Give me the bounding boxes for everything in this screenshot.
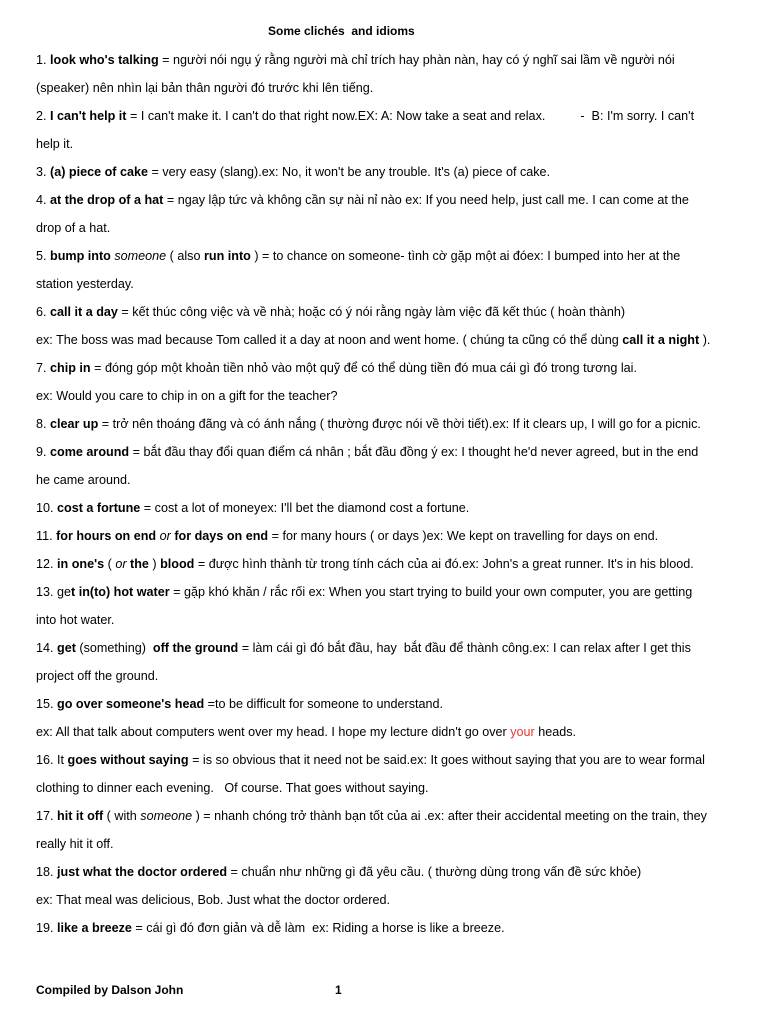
text-run: someone bbox=[140, 809, 193, 823]
idiom-term: the bbox=[130, 557, 149, 571]
text-run: 6. bbox=[36, 305, 51, 319]
idiom-term: go over someone's head bbox=[57, 697, 205, 711]
text-run: project off the ground. bbox=[36, 669, 159, 683]
text-run: 8. bbox=[36, 417, 51, 431]
text-line bbox=[36, 690, 736, 718]
text-run: 9. bbox=[36, 445, 51, 459]
idiom-term: get bbox=[57, 641, 76, 655]
text-line bbox=[36, 746, 736, 774]
text-line bbox=[36, 914, 736, 942]
text-run: (speaker) nên nhìn lại bản thân người đó trước khi lên tiếng. bbox=[36, 81, 374, 95]
idiom-term: (a) piece of cake bbox=[50, 165, 149, 179]
text-line bbox=[36, 634, 736, 662]
text-run: clothing to dinner each evening. Of course. That goes without saying. bbox=[36, 781, 429, 795]
text-line bbox=[36, 102, 736, 130]
text-line bbox=[36, 550, 736, 578]
text-run: 2. bbox=[36, 109, 51, 123]
text-run: = bắt đầu thay đổi quan điểm cá nhân ; bắt đầu đồng ý ex: I thought he'd never agreed, but in the end bbox=[129, 445, 699, 459]
text-run: 16. It bbox=[36, 753, 68, 767]
text-line bbox=[36, 214, 736, 242]
text-line bbox=[36, 774, 736, 802]
text-line bbox=[36, 718, 736, 746]
idiom-term: run into bbox=[203, 249, 251, 263]
idiom-term: call it a night bbox=[622, 333, 700, 347]
text-run: he came around. bbox=[36, 473, 131, 487]
text-run: ex: The boss was mad because Tom called it a day at noon and went home. ( chúng ta cũng có thể dùng bbox=[36, 333, 623, 347]
text-run: (something) bbox=[75, 641, 153, 655]
text-run: ). bbox=[699, 333, 711, 347]
page-title: Some clichés and idioms bbox=[268, 24, 415, 38]
text-run: station yesterday. bbox=[36, 277, 134, 291]
text-line bbox=[36, 494, 736, 522]
text-run: help it. bbox=[36, 137, 74, 151]
text-line bbox=[36, 354, 736, 382]
text-run: or bbox=[115, 557, 127, 571]
text-run: 12. bbox=[36, 557, 58, 571]
text-line bbox=[36, 662, 736, 690]
idiom-term: I can't help it bbox=[50, 109, 127, 123]
idiom-term: for hours on end bbox=[56, 529, 157, 543]
text-line bbox=[36, 74, 736, 102]
text-run: = kết thúc công việc và về nhà; hoặc có ý nói rằng ngày làm việc đã kết thúc ( hoàn thành) bbox=[117, 305, 626, 319]
text-run: = trở nên thoáng đãng và có ánh nắng ( thường được nói về thời tiết).ex: If it clears up, I will go for a picnic. bbox=[98, 417, 701, 431]
footer-author: Compiled by Dalson John bbox=[36, 983, 184, 997]
text-run: 1. bbox=[36, 53, 51, 67]
text-run: heads. bbox=[534, 725, 577, 739]
text-run: = đóng góp một khoản tiền nhỏ vào một quỹ để có thể dùng tiền đó mua cái gì đó trong tương lai. bbox=[90, 361, 637, 375]
idiom-term: goes without saying bbox=[67, 753, 189, 767]
text-run: ) = to chance on someone- tình cờ gặp một ai đóex: I bumped into her at the bbox=[250, 249, 681, 263]
text-line bbox=[36, 382, 736, 410]
text-run: 10. bbox=[36, 501, 58, 515]
text-run: ex: That meal was delicious, Bob. Just what the doctor ordered. bbox=[36, 893, 390, 907]
text-line bbox=[36, 158, 736, 186]
text-line bbox=[36, 46, 736, 74]
text-line bbox=[36, 242, 736, 270]
text-run: = gặp khó khăn / rắc rối ex: When you start trying to build your own computer, you are getting bbox=[169, 585, 693, 599]
text-run: 11. bbox=[36, 529, 57, 543]
text-run: 7. bbox=[36, 361, 51, 375]
text-line bbox=[36, 298, 736, 326]
text-run: = is so obvious that it need not be said.ex: It goes without saying that you are to wear formal bbox=[188, 753, 705, 767]
idiom-term: hit it off bbox=[57, 809, 104, 823]
idiom-term: for days on end bbox=[174, 529, 269, 543]
text-run: ( with bbox=[103, 809, 141, 823]
idiom-term: at the drop of a hat bbox=[50, 193, 164, 207]
text-line bbox=[36, 270, 736, 298]
text-run: = được hình thành từ trong tính cách của ai đó.ex: John's a great runner. It's in his blood. bbox=[194, 557, 694, 571]
text-run: 15. bbox=[36, 697, 58, 711]
text-line bbox=[36, 326, 736, 354]
text-run: ) = nhanh chóng trở thành bạn tốt của ai .ex: after their accidental meeting on the train, they bbox=[192, 809, 707, 823]
text-run: =to be difficult for someone to understand. bbox=[204, 697, 444, 711]
text-run: or bbox=[159, 529, 171, 543]
text-line bbox=[36, 410, 736, 438]
page-number: 1 bbox=[335, 983, 342, 997]
text-run: really hit it off. bbox=[36, 837, 114, 851]
idiom-term: like a breeze bbox=[57, 921, 132, 935]
text-run: ( bbox=[104, 557, 116, 571]
text-run: = I can't make it. I can't do that right now.EX: A: Now take a seat and relax. - B: I'm sorry. I can't bbox=[126, 109, 695, 123]
idiom-term: call it a day bbox=[50, 305, 118, 319]
text-run: 18. bbox=[36, 865, 58, 879]
text-run: = người nói ngụ ý rằng người mà chỉ trích hay phàn nàn, hay có ý nghĩ sai lầm về người nói bbox=[158, 53, 675, 67]
text-run: = làm cái gì đó bắt đầu, hay bắt đầu để thành công.ex: I can relax after I get this bbox=[238, 641, 691, 655]
idiom-term: cost a fortune bbox=[57, 501, 141, 515]
text-run: 5. bbox=[36, 249, 51, 263]
text-run: into hot water. bbox=[36, 613, 115, 627]
text-run: = for many hours ( or days )ex: We kept on travelling for days on end. bbox=[268, 529, 659, 543]
text-line bbox=[36, 522, 736, 550]
idiom-term: t in(to) hot water bbox=[71, 585, 170, 599]
text-run: ex: Would you care to chip in on a gift for the teacher? bbox=[36, 389, 338, 403]
idiom-term: in one's bbox=[57, 557, 105, 571]
idiom-term: off the ground bbox=[152, 641, 239, 655]
text-line bbox=[36, 466, 736, 494]
text-run: 19. bbox=[36, 921, 58, 935]
text-line bbox=[36, 578, 736, 606]
idiom-term: clear up bbox=[50, 417, 99, 431]
idiom-term: chip in bbox=[50, 361, 91, 375]
text-run: drop of a hat. bbox=[36, 221, 111, 235]
highlighted-word: your bbox=[510, 725, 535, 739]
text-run: 3. bbox=[36, 165, 51, 179]
text-run: ex: All that talk about computers went over my head. I hope my lecture didn't go over bbox=[36, 725, 511, 739]
idiom-term: come around bbox=[50, 445, 130, 459]
text-run: = ngay lập tức và không cần sự nài nỉ nào ex: If you need help, just call me. I can come at the bbox=[163, 193, 689, 207]
text-run: ( also bbox=[166, 249, 204, 263]
text-run: = cái gì đó đơn giản và dễ làm ex: Riding a horse is like a breeze. bbox=[131, 921, 505, 935]
text-line bbox=[36, 438, 736, 466]
idiom-term: look who's talking bbox=[50, 53, 159, 67]
text-line bbox=[36, 130, 736, 158]
idiom-term: blood bbox=[160, 557, 195, 571]
text-line bbox=[36, 830, 736, 858]
text-run: 17. bbox=[36, 809, 58, 823]
text-run: = cost a lot of moneyex: I'll bet the diamond cost a fortune. bbox=[140, 501, 470, 515]
idiom-term: bump into bbox=[50, 249, 111, 263]
text-line bbox=[36, 606, 736, 634]
idiom-term: just what the doctor ordered bbox=[57, 865, 228, 879]
text-run: = very easy (slang).ex: No, it won't be any trouble. It's (a) piece of cake. bbox=[148, 165, 551, 179]
text-run: ) bbox=[148, 557, 161, 571]
text-run: 14. bbox=[36, 641, 58, 655]
text-run: 13. ge bbox=[36, 585, 72, 599]
text-run: = chuẩn như những gì đã yêu cầu. ( thường dùng trong vấn đề sức khỏe) bbox=[227, 865, 642, 879]
document-body bbox=[36, 46, 736, 942]
text-run: 4. bbox=[36, 193, 51, 207]
text-line bbox=[36, 802, 736, 830]
text-line bbox=[36, 886, 736, 914]
text-run: someone bbox=[114, 249, 167, 263]
text-line bbox=[36, 186, 736, 214]
text-line bbox=[36, 858, 736, 886]
